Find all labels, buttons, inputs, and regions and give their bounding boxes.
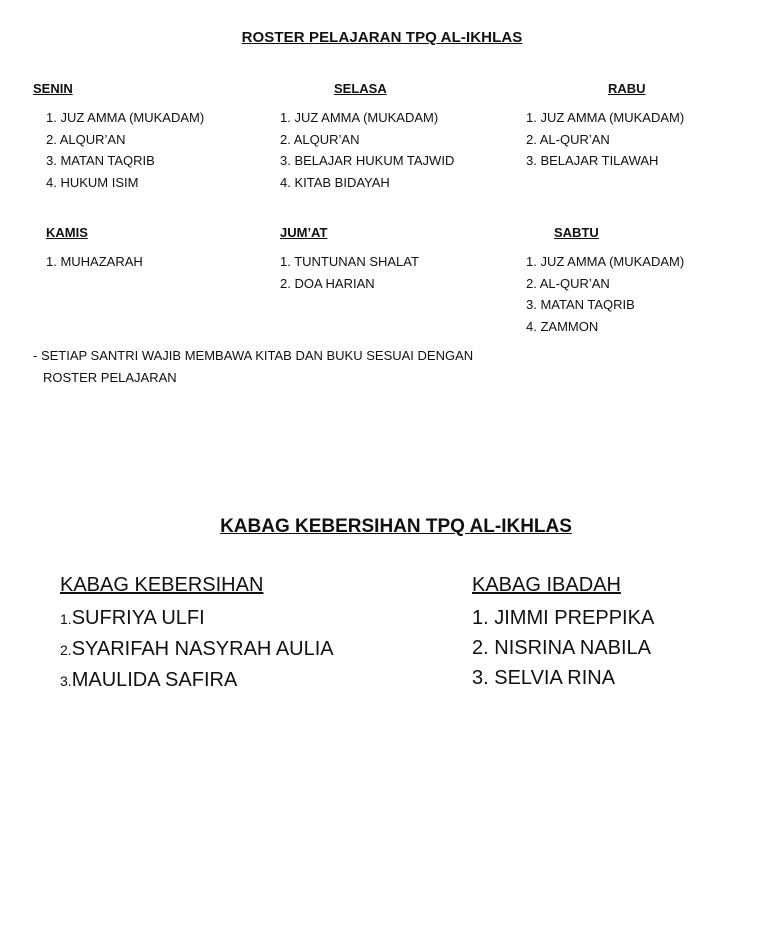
staff-name: SYARIFAH NASYRAH AULIA <box>71 638 334 660</box>
staff-number: 1. <box>472 607 489 629</box>
staff-item <box>472 633 654 663</box>
roster-note <box>33 345 493 388</box>
subject-item: 4. KITAB BIDAYAH <box>280 174 390 190</box>
subject-item: 1. MUHAZARAH <box>46 254 143 269</box>
day-heading-rabu: RABU <box>608 81 646 96</box>
subject-item: 2. ALQUR’AN <box>280 131 360 147</box>
day-heading-sabtu: SABTU <box>554 225 599 240</box>
subject-list-kamis <box>46 251 143 273</box>
day-heading-senin: SENIN <box>33 81 73 96</box>
subject-item: 1. JUZ AMMA (MUKADAM) <box>46 110 205 125</box>
subject-list-jumat <box>280 251 419 294</box>
staff-number: 2. <box>472 637 489 659</box>
staff-list-ibadah <box>472 603 654 693</box>
staff-list-kebersihan <box>60 603 334 696</box>
note-line-1: - SETIAP SANTRI WAJIB MEMBAWA KITAB DAN BUKU SESUAI DENGAN <box>33 348 474 363</box>
subject-item: 1. JUZ AMMA (MUKADAM) <box>526 110 685 125</box>
day-heading-kamis: KAMIS <box>46 225 88 240</box>
subject-item: 1. JUZ AMMA (MUKADAM) <box>280 110 439 125</box>
subject-item: 3. MATAN TAQRIB <box>526 297 635 312</box>
staff-name: SUFRIYA ULFI <box>71 607 205 629</box>
staff-number: 2. <box>60 642 72 658</box>
staff-item <box>60 665 334 696</box>
subject-item: 4. ZAMMON <box>526 318 599 334</box>
subject-item: 2. AL-QUR’AN <box>526 131 610 147</box>
staff-name: JIMMI PREPPIKA <box>494 607 655 629</box>
subject-list-selasa <box>280 107 454 193</box>
subject-list-sabtu <box>526 251 684 337</box>
staff-name: NISRINA NABILA <box>494 637 651 659</box>
group-heading-kebersihan: KABAG KEBERSIHAN <box>60 574 264 596</box>
staff-item <box>60 634 334 665</box>
staff-item <box>472 663 654 693</box>
day-heading-jumat: JUM’AT <box>280 225 328 240</box>
subject-item: 3. MATAN TAQRIB <box>46 153 155 168</box>
group-heading-ibadah: KABAG IBADAH <box>472 574 621 596</box>
note-line-2: ROSTER PELAJARAN <box>43 369 177 385</box>
subject-item: 1. TUNTUNAN SHALAT <box>280 254 419 269</box>
subject-item: 4. HUKUM ISIM <box>46 174 139 190</box>
kabag-title: KABAG KEBERSIHAN TPQ AL-IKHLAS <box>220 516 572 537</box>
staff-item <box>472 603 654 633</box>
subject-item: 2. AL-QUR’AN <box>526 275 610 291</box>
subject-item: 2. ALQUR’AN <box>46 131 126 147</box>
staff-name: MAULIDA SAFIRA <box>71 669 238 691</box>
day-heading-selasa: SELASA <box>334 81 387 96</box>
subject-list-senin <box>46 107 204 193</box>
staff-number: 3. <box>472 667 489 689</box>
subject-list-rabu <box>526 107 684 172</box>
staff-number: 1. <box>60 611 72 627</box>
staff-number: 3. <box>60 673 72 689</box>
roster-title: ROSTER PELAJARAN TPQ AL-IKHLAS <box>241 29 523 46</box>
subject-item: 2. DOA HARIAN <box>280 275 375 291</box>
subject-item: 3. BELAJAR TILAWAH <box>526 153 659 168</box>
subject-item: 1. JUZ AMMA (MUKADAM) <box>526 254 685 269</box>
staff-name: SELVIA RINA <box>494 667 616 689</box>
staff-item <box>60 603 334 634</box>
subject-item: 3. BELAJAR HUKUM TAJWID <box>280 153 455 168</box>
